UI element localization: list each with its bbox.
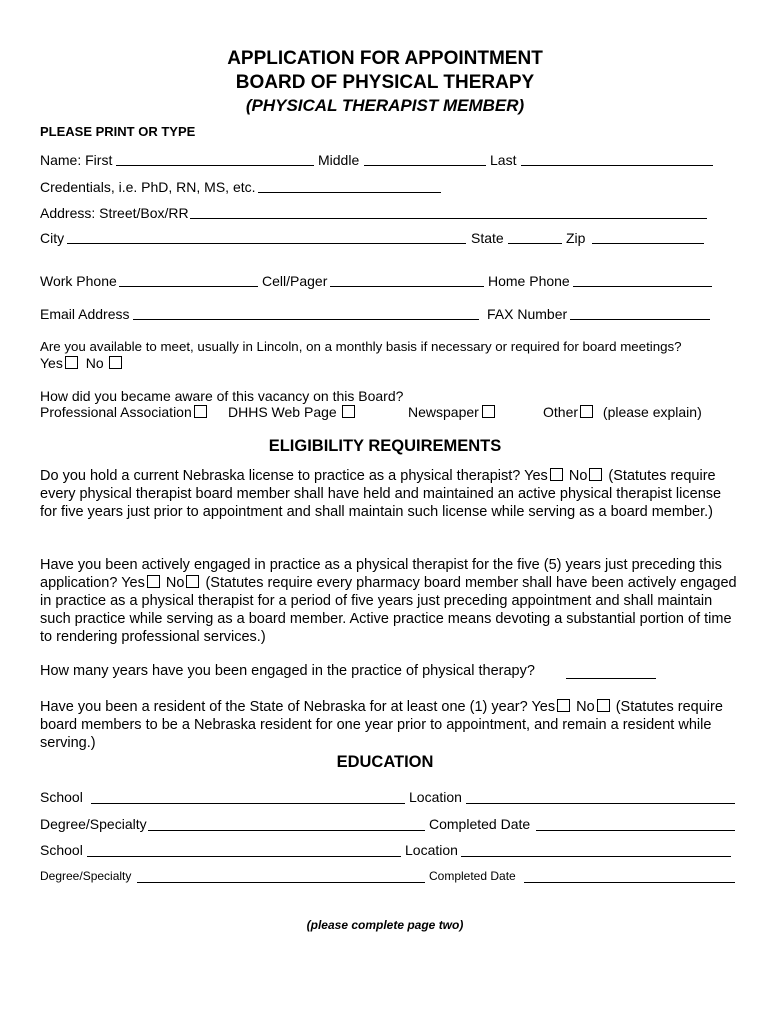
eligibility-q2 (40, 556, 740, 646)
professional-association-label: Professional Association (40, 404, 192, 420)
awareness-opt-newspaper (408, 404, 495, 420)
practice-question-text: Have you been actively engaged in practice as a physical therapist for the five (5) years just preceding this application? (40, 557, 722, 591)
practice-yes-checkbox[interactable] (147, 575, 160, 588)
completed2-field[interactable] (524, 882, 735, 883)
completed1-label: Completed Date (429, 816, 531, 832)
cell-pager-field[interactable] (330, 286, 484, 287)
availability-yes-label: Yes (40, 355, 63, 371)
other-checkbox[interactable] (580, 405, 593, 418)
credentials-label: Credentials, i.e. PhD, RN, MS, etc. (40, 179, 256, 195)
awareness-opt-other (543, 404, 702, 420)
work-phone-label: Work Phone (40, 273, 117, 289)
practice-yes-label: Yes (121, 575, 145, 591)
credentials-field[interactable] (258, 192, 441, 193)
license-yes-label: Yes (524, 468, 548, 484)
residency-yes-checkbox[interactable] (557, 699, 570, 712)
location1-field[interactable] (466, 803, 735, 804)
availability-options (40, 355, 122, 371)
page-two-note: (please complete page two) (306, 918, 464, 932)
fax-field[interactable] (570, 319, 710, 320)
cell-pager-label: Cell/Pager (262, 273, 328, 289)
years-practice-field[interactable] (566, 678, 656, 679)
city-label: City (40, 230, 65, 246)
school2-label: School (40, 842, 83, 858)
form-title-line1: APPLICATION FOR APPOINTMENT (227, 48, 543, 69)
zip-field[interactable] (592, 243, 704, 244)
newspaper-checkbox[interactable] (482, 405, 495, 418)
license-question-text: Do you hold a current Nebraska license to practice as a physical therapist? (40, 468, 521, 484)
license-no-checkbox[interactable] (589, 468, 602, 481)
license-no-label: No (568, 468, 588, 484)
email-field[interactable] (133, 319, 479, 320)
middle-name-field[interactable] (364, 165, 486, 166)
residency-yes-label: Yes (531, 699, 556, 715)
completed2-label: Completed Date (429, 869, 516, 883)
license-statute-text: (Statutes require every physical therapist board member shall have held and maintained an active physical therapist license for five years just prior to appointment and shall maintain such license while serving as a board member.) (40, 468, 722, 520)
last-name-label: Last (490, 152, 517, 168)
form-title-line2: BOARD OF PHYSICAL THERAPY (235, 72, 535, 93)
location1-label: Location (409, 789, 462, 805)
school1-field[interactable] (91, 803, 405, 804)
education-heading: EDUCATION (336, 753, 434, 771)
years-practice-question: How many years have you been engaged in the practice of physical therapy? (40, 663, 535, 679)
home-phone-field[interactable] (573, 286, 712, 287)
practice-no-label: No (165, 575, 185, 591)
fax-label: FAX Number (487, 306, 568, 322)
newspaper-label: Newspaper (408, 404, 479, 420)
first-name-field[interactable] (116, 165, 314, 166)
other-label: Other (543, 404, 579, 420)
dhhs-web-page-label: DHHS Web Page (228, 404, 337, 420)
zip-label: Zip (566, 230, 586, 246)
residency-question-text: Have you been a resident of the State of Nebraska for at least one (1) year? (40, 699, 528, 715)
state-field[interactable] (508, 243, 562, 244)
please-explain-text: (please explain) (602, 404, 702, 420)
eligibility-q4 (40, 698, 740, 752)
school2-field[interactable] (87, 856, 401, 857)
dhhs-web-page-checkbox[interactable] (342, 405, 355, 418)
school1-label: School (40, 789, 83, 805)
middle-name-label: Middle (318, 152, 360, 168)
address-label: Address: Street/Box/RR (40, 205, 189, 221)
availability-question: Are you available to meet, usually in Lincoln, on a monthly basis if necessary or required for board meetings? (40, 339, 682, 354)
eligibility-heading: ELIGIBILITY REQUIREMENTS (268, 437, 502, 455)
location2-label: Location (405, 842, 458, 858)
degree1-label: Degree/Specialty (40, 816, 147, 832)
professional-association-checkbox[interactable] (194, 405, 207, 418)
awareness-question: How did you became aware of this vacancy on this Board? (40, 388, 404, 404)
home-phone-label: Home Phone (488, 273, 570, 289)
practice-statute-text: (Statutes require every pharmacy board member shall have been actively engaged in practice as a physical therapist for a period of five years just preceding appointment and shall maintain such practice while serving as a board member. Active practice means devoting a substantial portion of time to rendering professional services.) (40, 575, 737, 645)
awareness-opt-dhhs (228, 404, 355, 420)
availability-no-label: No (85, 355, 104, 371)
availability-no-checkbox[interactable] (109, 356, 122, 369)
eligibility-q1 (40, 467, 740, 521)
state-label: State (471, 230, 504, 246)
location2-field[interactable] (461, 856, 731, 857)
residency-statute-text: (Statutes require board members to be a Nebraska resident for one year prior to appointment, and remain a resident while serving.) (40, 699, 723, 751)
completed1-field[interactable] (536, 830, 735, 831)
print-instruction: PLEASE PRINT OR TYPE (40, 124, 196, 139)
last-name-field[interactable] (521, 165, 713, 166)
residency-no-checkbox[interactable] (597, 699, 610, 712)
practice-no-checkbox[interactable] (186, 575, 199, 588)
availability-yes-checkbox[interactable] (65, 356, 78, 369)
work-phone-field[interactable] (119, 286, 258, 287)
first-name-label: Name: First (40, 152, 113, 168)
degree2-label: Degree/Specialty (40, 869, 132, 883)
awareness-opt-professional (40, 404, 207, 420)
license-yes-checkbox[interactable] (550, 468, 563, 481)
address-field[interactable] (190, 218, 707, 219)
form-subtitle: (PHYSICAL THERAPIST MEMBER) (245, 96, 525, 115)
city-field[interactable] (67, 243, 466, 244)
email-label: Email Address (40, 306, 130, 322)
residency-no-label: No (576, 699, 595, 715)
degree1-field[interactable] (148, 830, 425, 831)
degree2-field[interactable] (137, 882, 425, 883)
